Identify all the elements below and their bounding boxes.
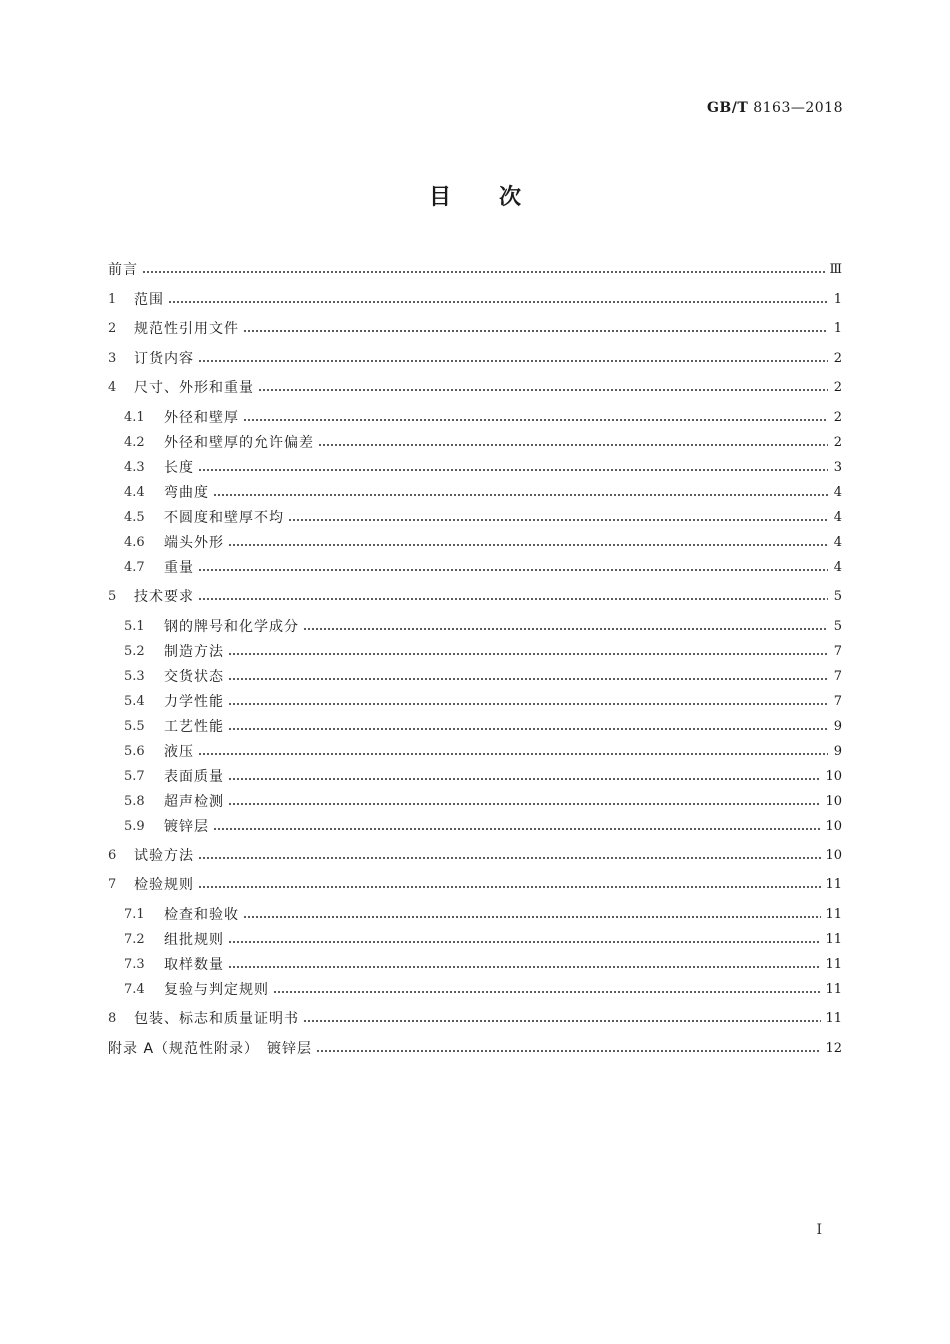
toc-entry[interactable] [108,791,842,813]
toc-entry-number: 2 [108,321,117,336]
dot-leader [198,857,821,859]
toc-entry-number: 7.3 [124,957,145,972]
toc-entry[interactable] [108,289,842,311]
toc-entry-number: 4.6 [124,535,145,550]
dot-leader [243,916,821,918]
dot-leader [168,301,828,303]
toc-entry-page: Ⅲ [829,262,842,277]
toc-entry[interactable] [108,904,842,926]
toc-entry-page: 3 [833,460,842,475]
dot-leader [213,494,828,496]
toc-entry-number: 8 [108,1011,117,1026]
page-title: 目次 [428,185,569,210]
toc-entry[interactable] [108,979,842,1001]
dot-leader [303,1020,821,1022]
dot-leader [316,1050,821,1052]
toc-entry-page: 11 [825,1011,842,1026]
toc-entry[interactable] [108,348,842,370]
toc-entry-page: 7 [833,644,842,659]
toc-entry-number: 4.7 [124,560,145,575]
toc-entry-number: 4.4 [124,485,145,500]
dot-leader [213,828,821,830]
toc-entry-label: 制造方法 [164,644,224,660]
toc-entry-page: 4 [833,485,842,500]
toc-entry-page: 4 [833,535,842,550]
toc-entry[interactable] [108,691,842,713]
standard-prefix: GB/T [706,100,749,116]
toc-entry[interactable] [108,666,842,688]
toc-entry-number: 5.4 [124,694,145,709]
toc-entry[interactable] [108,432,842,454]
dot-leader [198,598,828,600]
toc-entry-number: 4 [108,380,117,395]
toc-entry-page: 7 [833,669,842,684]
dot-leader [228,966,821,968]
toc-entry-label: 工艺性能 [164,719,224,735]
toc-entry-label: 包装、标志和质量证明书 [134,1011,299,1027]
toc-entry[interactable] [108,874,842,896]
toc-entry-label: 技术要求 [134,589,194,605]
toc-entry-number: 5.2 [124,644,145,659]
page-number: I [816,1222,822,1238]
dot-leader [318,444,828,446]
dot-leader [228,703,828,705]
toc-entry-number: 5.6 [124,744,145,759]
dot-leader [243,419,828,421]
toc-entry-page: 5 [833,619,842,634]
toc-entry-page: 4 [833,510,842,525]
toc-entry-label: 超声检测 [164,794,224,810]
toc-entry-page: 7 [833,694,842,709]
toc-entry[interactable] [108,532,842,554]
toc-entry-page: 11 [825,957,842,972]
toc-entry[interactable] [108,1008,842,1030]
dot-leader [198,569,828,571]
toc-entry-label: 钢的牌号和化学成分 [164,619,299,635]
dot-leader [273,991,821,993]
toc-entry[interactable] [108,816,842,838]
toc-entry-number: 4.1 [124,410,145,425]
dot-leader [288,519,828,521]
toc-entry-label: 弯曲度 [164,485,209,501]
toc-entry-label: 液压 [164,744,194,760]
toc-entry-label: 检查和验收 [164,907,239,923]
toc-entry[interactable] [108,641,842,663]
toc-entry[interactable] [108,377,842,399]
dot-leader [228,778,821,780]
toc-entry[interactable] [108,741,842,763]
toc-entry-page: 10 [825,794,842,809]
toc-entry-number: 7.4 [124,982,145,997]
dot-leader [198,753,828,755]
toc-entry-label: 重量 [164,560,194,576]
toc-entry[interactable] [108,318,842,340]
toc-entry-page: 5 [833,589,842,604]
toc-entry-label: 组批规则 [164,932,224,948]
dot-leader [228,653,828,655]
standard-number: 8163—2018 [753,100,843,116]
toc-entry-page: 2 [833,410,842,425]
toc-entry[interactable] [108,507,842,529]
toc-entry-label: 交货状态 [164,669,224,685]
toc-entry[interactable] [108,457,842,479]
toc-entry-page: 10 [825,819,842,834]
toc-entry-number: 5.8 [124,794,145,809]
toc-entry-label: 检验规则 [134,877,194,893]
toc-entry-label: 范围 [134,292,164,308]
toc-entry[interactable] [108,259,842,281]
toc-entry-label: 尺寸、外形和重量 [134,380,254,396]
toc-entry-label: 长度 [164,460,194,476]
toc-entry-number: 7 [108,877,117,892]
toc-entry[interactable] [108,845,842,867]
toc-entry-number: 5.9 [124,819,145,834]
dot-leader [228,544,828,546]
toc-entry-label: 附录 A（规范性附录） 镀锌层 [108,1041,313,1057]
dot-leader [228,803,821,805]
toc-entry-label: 镀锌层 [164,819,209,835]
toc-entry-number: 5 [108,589,117,604]
toc-entry[interactable] [108,1038,842,1060]
toc-entry-label: 复验与判定规则 [164,982,269,998]
toc-entry-label: 试验方法 [134,848,194,864]
toc-entry-page: 9 [833,719,842,734]
toc-entry-number: 5.1 [124,619,145,634]
dot-leader [303,628,828,630]
toc-entry[interactable] [108,482,842,504]
toc-entry-number: 4.5 [124,510,145,525]
toc-entry-page: 12 [825,1041,842,1056]
toc-entry-page: 10 [825,769,842,784]
toc-entry-label: 规范性引用文件 [134,321,239,337]
toc-entry-page: 4 [833,560,842,575]
toc-entry-label: 外径和壁厚 [164,410,239,426]
dot-leader [198,469,828,471]
toc-entry[interactable] [108,407,842,429]
dot-leader [243,330,828,332]
dot-leader [198,886,821,888]
dot-leader [228,941,821,943]
toc-entry-number: 4.2 [124,435,145,450]
toc-entry-label: 前言 [108,262,138,278]
toc-entry-page: 2 [833,351,842,366]
toc-entry-page: 1 [833,292,842,307]
toc-entry-label: 端头外形 [164,535,224,551]
toc-entry-label: 订货内容 [134,351,194,367]
standard-code [707,100,843,116]
toc-entry-number: 5.5 [124,719,145,734]
dot-leader [142,271,825,273]
dot-leader [198,360,828,362]
toc-entry-number: 7.2 [124,932,145,947]
toc-entry-page: 2 [833,435,842,450]
toc-entry-page: 9 [833,744,842,759]
toc-entry-number: 4.3 [124,460,145,475]
toc-entry-number: 6 [108,848,117,863]
toc-entry-page: 11 [825,982,842,997]
toc-entry-number: 5.7 [124,769,145,784]
toc-entry[interactable] [108,716,842,738]
toc-entry-label: 取样数量 [164,957,224,973]
toc-entry-number: 1 [108,292,117,307]
toc-entry-label: 力学性能 [164,694,224,710]
toc-entry[interactable] [108,616,842,638]
dot-leader [228,678,828,680]
toc-entry-number: 3 [108,351,117,366]
toc-entry-page: 11 [825,877,842,892]
toc-entry-number: 7.1 [124,907,145,922]
toc-entry[interactable] [108,954,842,976]
toc-entry-page: 2 [833,380,842,395]
toc-entry[interactable] [108,557,842,579]
toc-entry-page: 11 [825,932,842,947]
toc-entry[interactable] [108,586,842,608]
dot-leader [258,389,828,391]
toc-entry[interactable] [108,929,842,951]
toc-entry-page: 10 [825,848,842,863]
toc-entry[interactable] [108,766,842,788]
toc-entry-label: 表面质量 [164,769,224,785]
toc-entry-label: 不圆度和壁厚不均 [164,510,284,526]
toc-entry-page: 1 [833,321,842,336]
dot-leader [228,728,828,730]
toc-entry-page: 11 [825,907,842,922]
toc-entry-label: 外径和壁厚的允许偏差 [164,435,314,451]
toc-entry-number: 5.3 [124,669,145,684]
